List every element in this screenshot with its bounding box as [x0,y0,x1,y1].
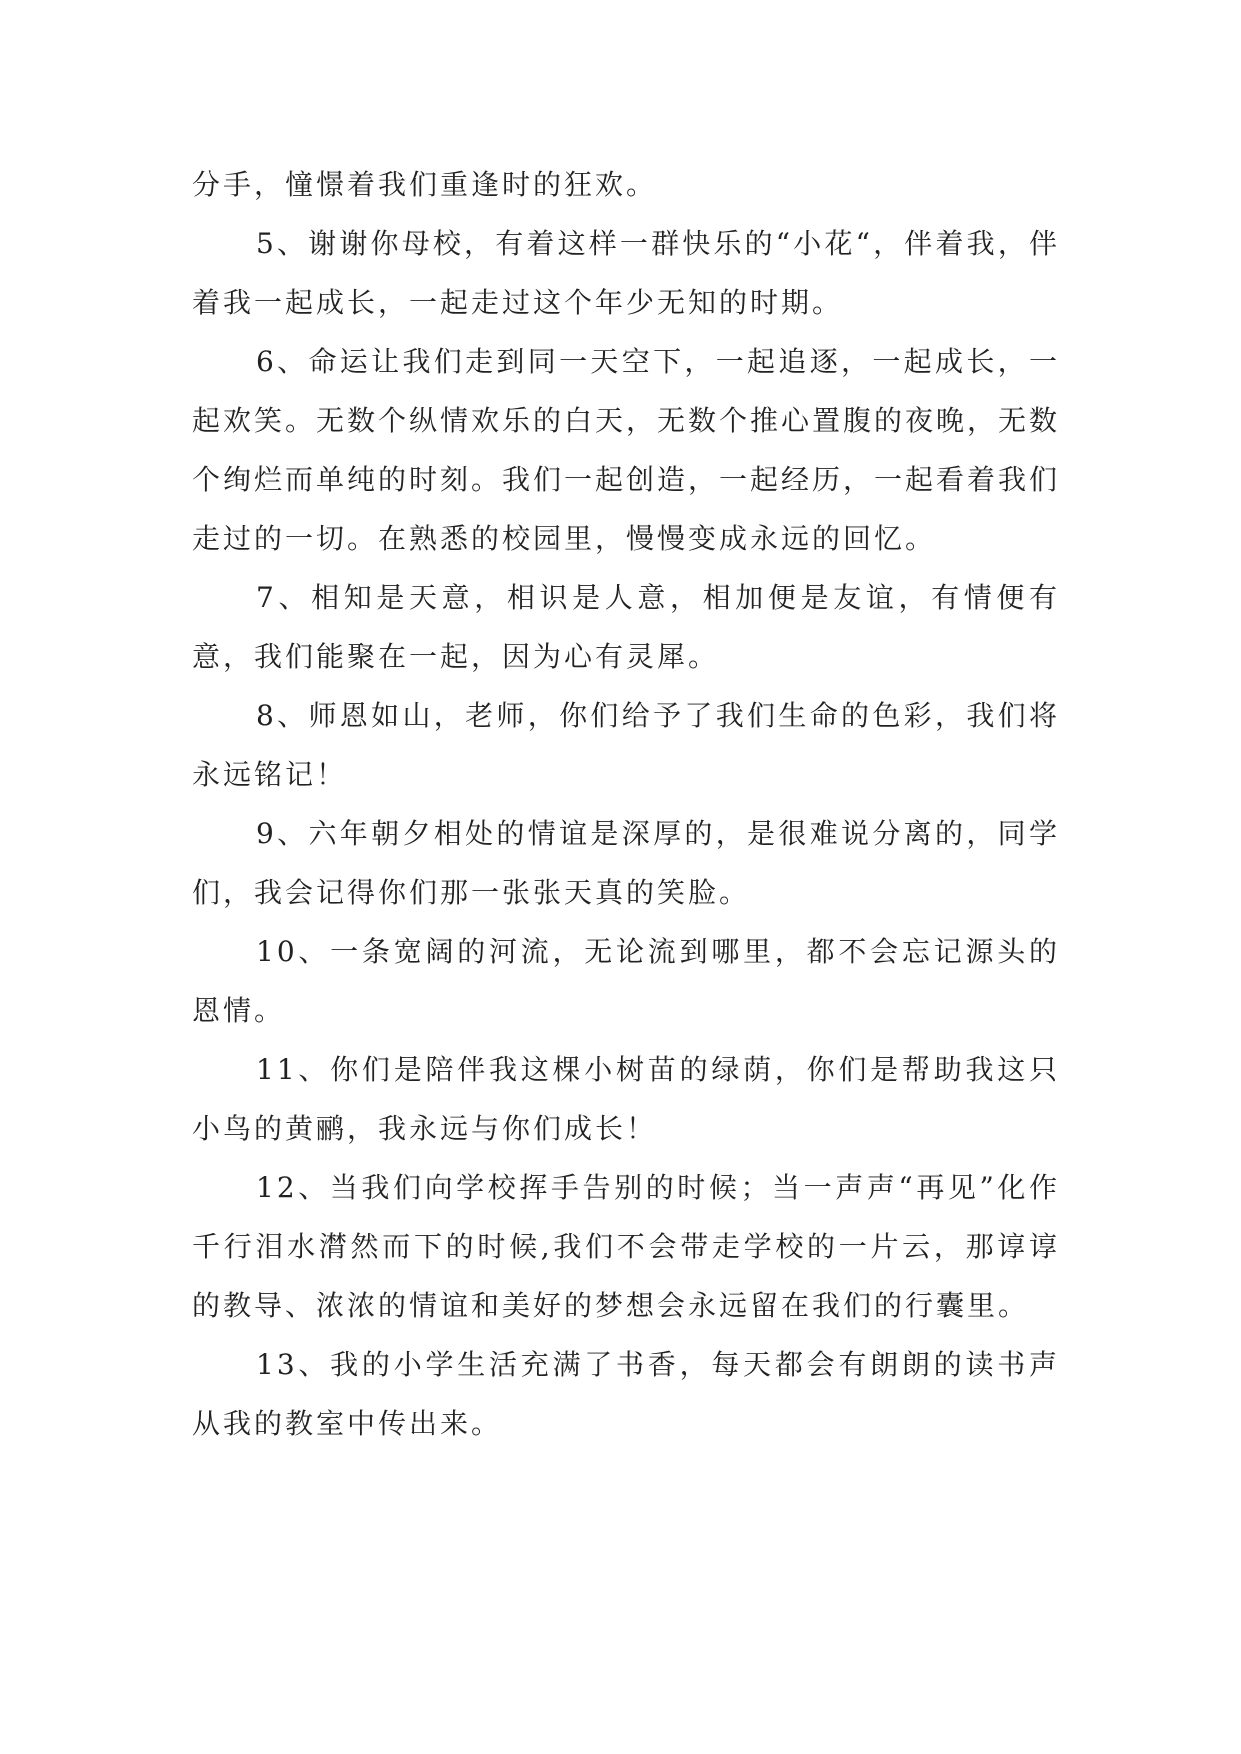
paragraph-item-12: 12、当我们向学校挥手告别的时候；当一声声“再见”化作千行泪水潸然而下的时候,我们不会带走学校的一片云，那谆谆的教导、浓浓的情谊和美好的梦想会永远留在我们的行囊里。 [192,1171,1060,1322]
paragraph-item-7: 7、相知是天意，相识是人意，相加便是友谊，有情便有意，我们能聚在一起，因为心有灵犀。 [192,581,1060,673]
paragraph-continuation: 分手，憧憬着我们重逢时的狂欢。 [192,168,658,201]
paragraph-item-11: 11、你们是陪伴我这棵小树苗的绿荫，你们是帮助我这只小鸟的黄鹂，我永远与你们成长！ [192,1053,1060,1145]
paragraph-item-6: 6、命运让我们走到同一天空下，一起追逐，一起成长，一起欢笑。无数个纵情欢乐的白天，无数个推心置腹的夜晚，无数个绚烂而单纯的时刻。我们一起创造，一起经历，一起看着我们走过的一切。在熟悉的校园里，慢慢变成永远的回忆。 [192,345,1061,555]
paragraph-item-9: 9、六年朝夕相处的情谊是深厚的，是很难说分离的，同学们，我会记得你们那一张张天真的笑脸。 [192,817,1060,909]
paragraph-item-10: 10、一条宽阔的河流，无论流到哪里，都不会忘记源头的恩情。 [192,935,1060,1027]
paragraph-item-13: 13、我的小学生活充满了书香，每天都会有朗朗的读书声从我的教室中传出来。 [192,1348,1060,1440]
paragraph-item-5: 5、谢谢你母校，有着这样一群快乐的“小花“，伴着我，伴着我一起成长，一起走过这个年少无知的时期。 [192,227,1060,319]
paragraph-item-8: 8、师恩如山，老师，你们给予了我们生命的色彩，我们将永远铭记！ [192,699,1060,791]
document-body [192,155,1060,1453]
